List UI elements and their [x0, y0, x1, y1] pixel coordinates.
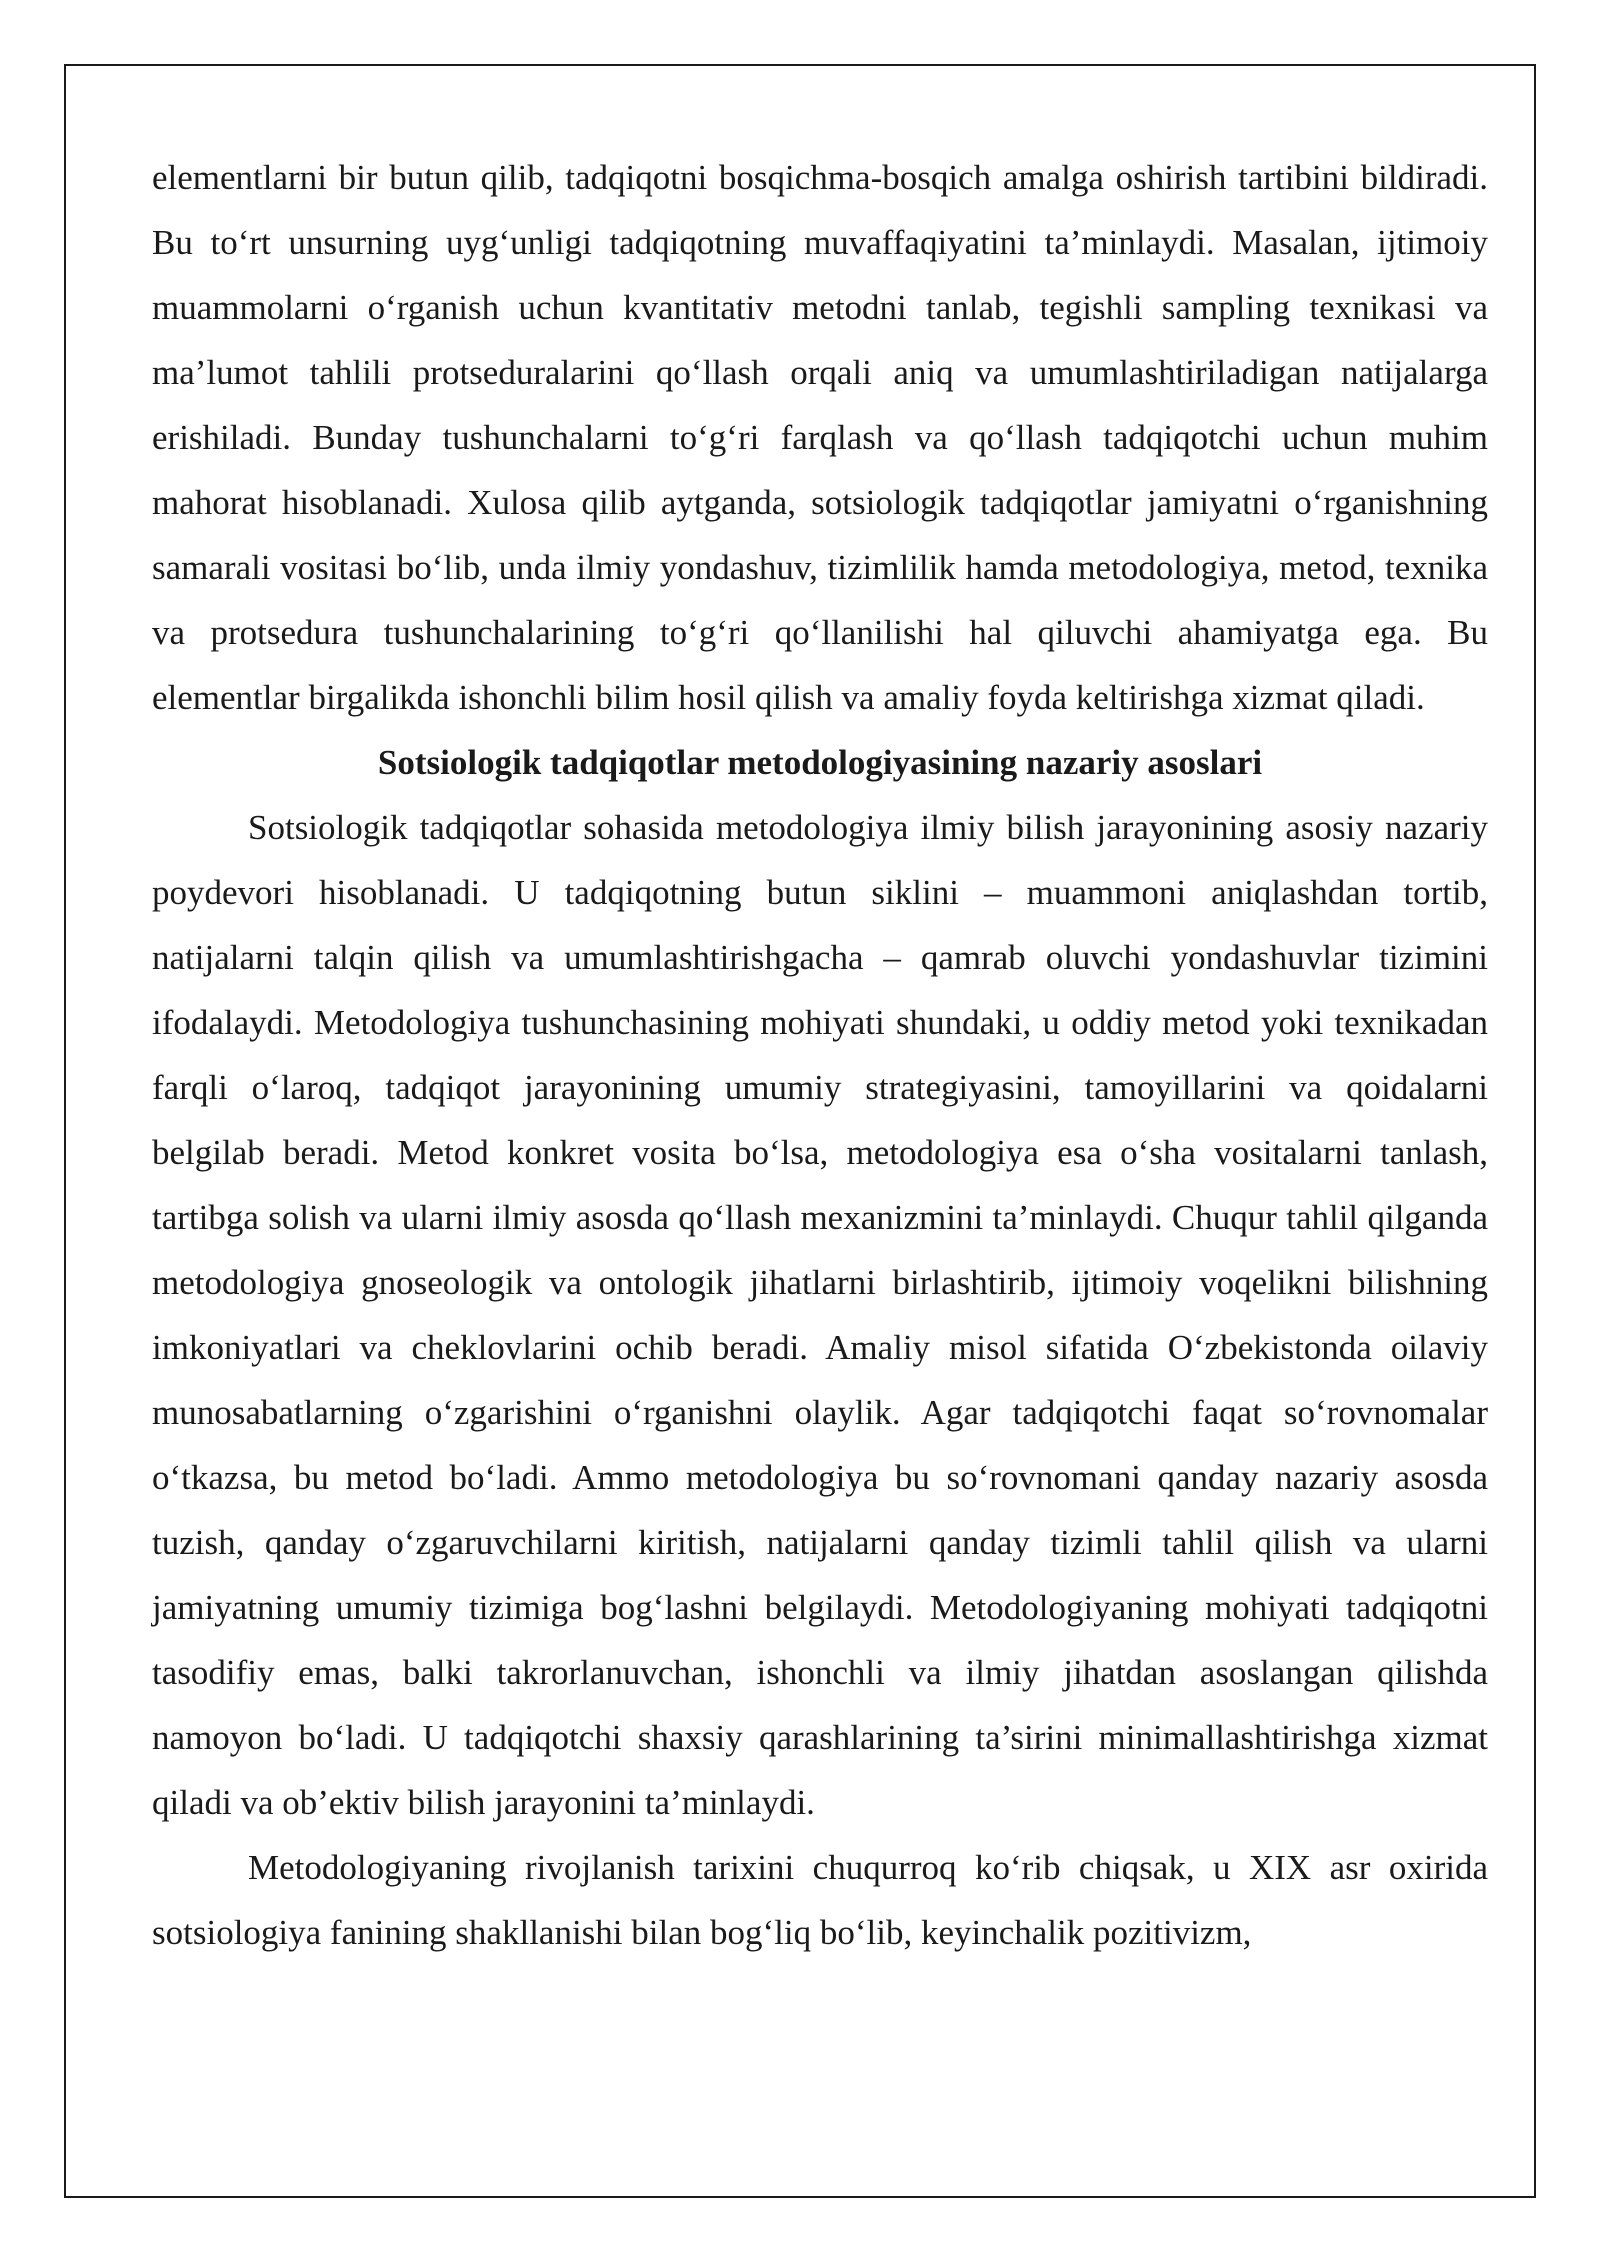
document-body — [152, 145, 1488, 1965]
section-heading: Sotsiologik tadqiqotlar metodologiyasining nazariy asoslari — [377, 743, 1263, 782]
paragraph-methodology-history: Metodologiyaning rivojlanish tarixini chuqurroq ko‘rib chiqsak, u XIX asr oxirida sotsiologiya fanining shakllanishi bilan bog‘liq bo‘lib, keyinchalik pozitivizm, — [152, 1848, 1488, 1952]
paragraph-continued: elementlarni bir butun qilib, tadqiqotni bosqichma-bosqich amalga oshirish tartibini bildiradi. Bu to‘rt unsurning uyg‘unligi tadqiqotning muvaffaqiyatini ta’minlaydi. Masalan, ijtimoiy muammolarni o‘rganish uchun kvantitativ metodni tanlab, tegishli sampling texnikasi va ma’lumot tahlili protseduralarini qo‘llash orqali aniq va umumlashtiriladigan natijalarga erishiladi. Bunday tushunchalarni to‘g‘ri farqlash va qo‘llash tadqiqotchi uchun muhim mahorat hisoblanadi. Xulosa qilib aytganda, sotsiologik tadqiqotlar jamiyatni o‘rganishning samarali vositasi bo‘lib, unda ilmiy yondashuv, tizimlilik hamda metodologiya, metod, texnika va protsedura tushunchalarining to‘g‘ri qo‘llanilishi hal qiluvchi ahamiyatga ega. Bu elementlar birgalikda ishonchli bilim hosil qilish va amaliy foyda keltirishga xizmat qiladi. — [152, 158, 1488, 717]
paragraph-methodology-foundations: Sotsiologik tadqiqotlar sohasida metodologiya ilmiy bilish jarayonining asosiy nazariy poydevori hisoblanadi. U tadqiqotning butun siklini – muammoni aniqlashdan tortib, natijalarni talqin qilish va umumlashtirishgacha – qamrab oluvchi yondashuvlar tizimini ifodalaydi. Metodologiya tushunchasining mohiyati shundaki, u oddiy metod yoki texnikadan farqli o‘laroq, tadqiqot jarayonining umumiy strategiyasini, tamoyillarini va qoidalarni belgilab beradi. Metod konkret vosita bo‘lsa, metodologiya esa o‘sha vositalarni tanlash, tartibga solish va ularni ilmiy asosda qo‘llash mexanizmini ta’minlaydi. Chuqur tahlil qilganda metodologiya gnoseologik va ontologik jihatlarni birlashtirib, ijtimoiy voqelikni bilishning imkoniyatlari va cheklovlarini ochib beradi. Amaliy misol sifatida O‘zbekistonda oilaviy munosabatlarning o‘zgarishini o‘rganishni olaylik. Agar tadqiqotchi faqat so‘rovnomalar o‘tkazsa, bu metod bo‘ladi. Ammo metodologiya bu so‘rovnomani qanday nazariy asosda tuzish, qanday o‘zgaruvchilarni kiritish, natijalarni qanday tizimli tahlil qilish va ularni jamiyatning umumiy tizimiga bog‘lashni belgilaydi. Metodologiyaning mohiyati tadqiqotni tasodifiy emas, balki takrorlanuvchan, ishonchli va ilmiy jihatdan asoslangan qilishda namoyon bo‘ladi. U tadqiqotchi shaxsiy qarashlarining ta’sirini minimallashtirishga xizmat qiladi va ob’ektiv bilish jarayonini ta’minlaydi. — [152, 808, 1488, 1822]
